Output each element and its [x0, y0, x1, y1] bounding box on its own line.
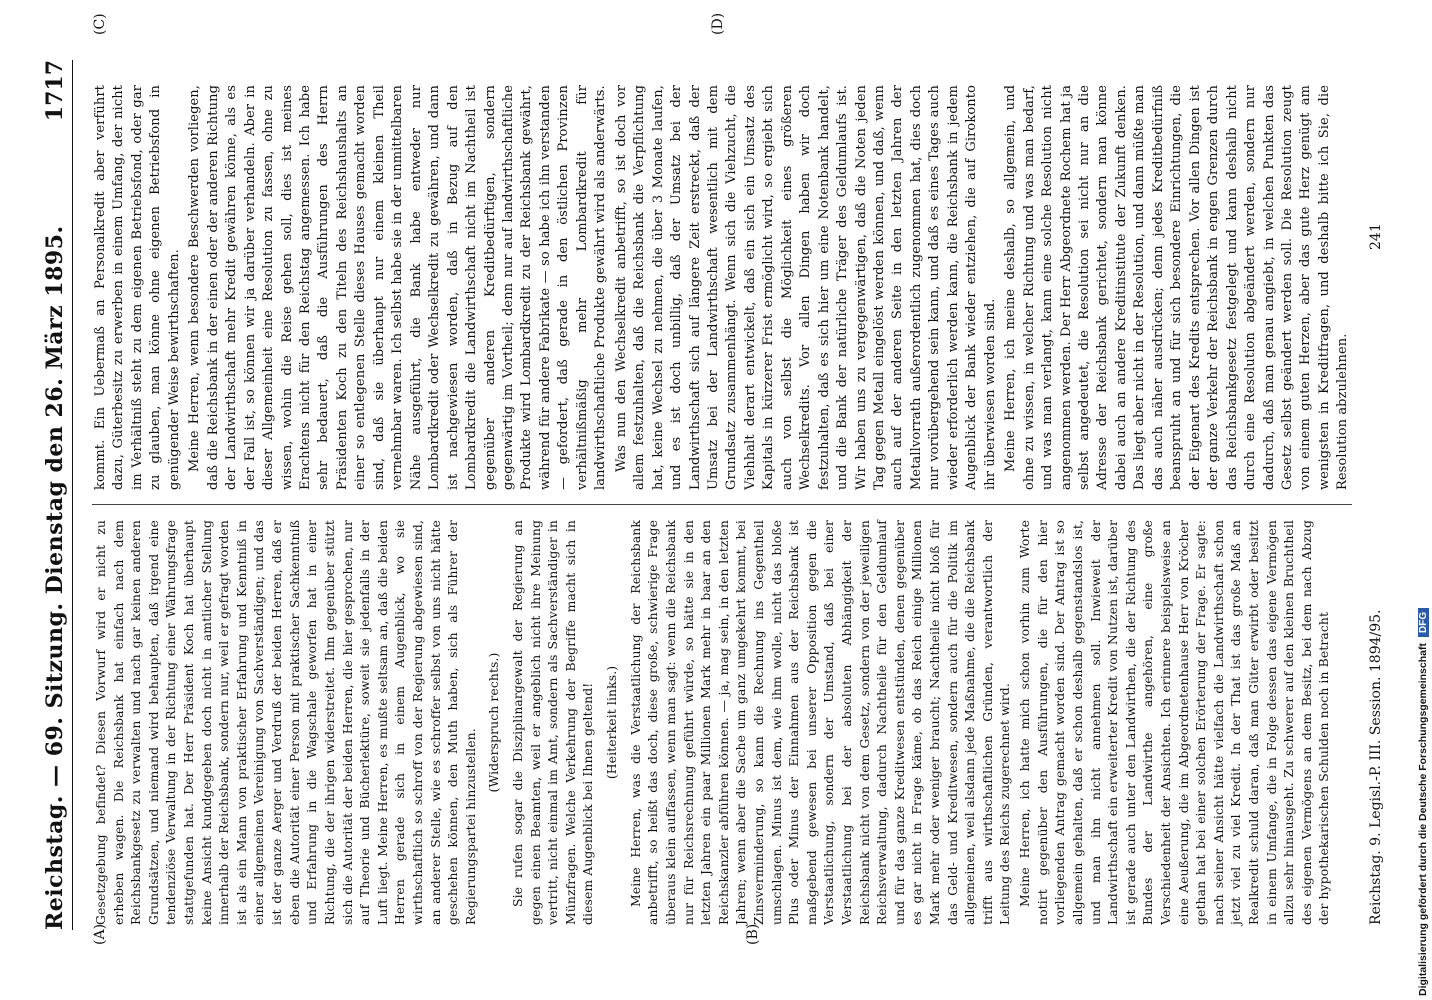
right-paragraph: Was nun den Wechselkredit anbetrifft, so ist doch vor allem festzuhalten, daß die Reichsbank die Verpflichtung hat, keine Wechsel zu nehmen, die über 3 Monate laufen, und es ist doch unbillig, daß der Umsatz bei der Landwirthschaft sich auf längere Zeit erstreckt, daß der Umsatz bei der Landwirthschaft wesentlich mit dem Grundsatz zusammenhängt. Wenn sich die Viehzucht, die Viehhalt derart entwickelt, daß ein sich ein Umsatz des Kapitals in kürzerer Frist ermöglicht wird, so ergiebt sich auch von selbst die Möglichkeit eines größeren Wechselkredits. Vor allen Dingen haben wir doch festzuhalten, daß es sich hier um eine Notenbank handelt, und die Bank der natürliche Träger des Geldumlaufs ist. Wir haben uns zu vergegenwärtigen, daß die Noten jeden Tag gegen Metall eingelöst werden können, und daß, wenn auch auf der anderen Seite in den letzten Jahren der Metallvorrath außerordentlich zugenommen hat, dies doch nur vorübergehend sein kann, und daß es eines Tages auch wieder erforderlich werden kann, die Reichsbank in jedem Augenblick der Bank wieder entziehen, die auf Girokonto ihr überwiesen worden sind. [613, 85, 998, 490]
right-paragraph: Meine Herren, wenn besondere Beschwerden vorliegen, daß die Reichsbank in der einen oder der anderen Richtung der Landwirthschaft mehr Kredit gewähren könne, als es der Fall ist, so können wir ja darüber verhandeln. Aber in dieser Allgemeinheit eine Resolution zu fassen, ohne zu wissen, wohin die Reise gehen soll, dies ist meines Erachtens nicht für den Reichstag angemessen. Ich habe sehr bedauert, daß die Ausführungen des Herrn Präsidenten Koch zu den Titeln des Reichshaushalts an einer so entlegenen Stelle dieses Hauses gemacht worden sind, daß sie überhaupt nur einem kleinen Theil vernehmbar waren. Ich selbst habe sie in der unmittelbaren Nähe ausgeführt, die Bank habe entweder nur Lombardkredit oder Wechselkredit zu gewähren, und dann ist nachgewiesen worden, daß in Bezug auf den Lombardkredit die Landwirthschaft nicht im Nachtheil ist gegenüber anderen Kreditbedürftigen, sondern gegenwärtig im Vortheil; denn nur auf landwirthschaftliche Produkte wird Lombardkredit zu der Reichsbank gewährt, während für andere Fabrikate — so habe ich ihn verstanden — gefordert, daß gerade in den östlichen Provinzen verhältnißmäßig mehr Lombardkredit für landwirthschaftliche Produkte gewährt wird als anderwärts. [187, 85, 609, 490]
right-paragraph: Meine Herren, ich meine deshalb, so allgemein, und ohne zu wissen, in welcher Richtung und was man bedarf, und was man verlangt, kann eine solche Resolution nicht angenommen werden. Der Herr Abgeordnete Rochem hat ja selbst angedeutet, die Resolution sei nicht nur an die Adresse der Reichsbank gerichtet, sondern man könne dabei auch an andere Kreditinstitute der Zukunft denken. Das liegt aber nicht in der Resolution, und dann müßte man das auch näher ausdrücken; denn jedes Kreditbedürfniß beanspruht an und für sich besondere Einrichtungen, die der Eigenart des Kredits entsprechen. Vor allen Dingen ist der ganze Verkehr der Reichsbank in engen Grenzen durch das Reichsbankgesetz festgelegt und kann deshalb nicht durch eine Resolution abgeändert werden, sondern nur dadurch, daß man genau angiebt, in welchen Punkten das Gesetz selbst geändert werden soll. Die Resolution zeugt von einem guten Herzen, aber das gute Herz genügt am wenigsten in Kreditfragen, und deshalb bitte ich Sie, die Resolution abzulehnen. [1003, 85, 1351, 490]
left-paragraph: Meine Herren, was die Verstaatlichung der Reichsbank anbetrifft, so heißt das doch, diese große, schwierige Frage überaus klein auffassen, wenn man sagt: wenn die Reichsbank nur für Reichsrechnung geführt würde, so hätte sie in den letzten Jahren ein paar Millionen Mark mehr in baar an den Reichskanzler abführen können. — ja, mag sein, in den letzten Jahren; wenn aber die Sache um ganz umgekehrt kommt, bei Zinsverminderung, so kann die Rechnung ins Gegentheil umschlagen. Minus ist dem, wie ihm wolle, nicht das bloße Plus oder Minus der Einnahmen aus der Reichsbank ist maßgebend gewesen bei unserer Opposition gegen die Verstaatlichung, sondern der Umstand, daß bei einer Verstaatlichung bei der absoluten Abhängigkeit der Reichsbank nicht von dem Gesetz, sondern von der jeweiligen Reichsverwaltung, dadurch Nachtheile für den Geldumlauf und für das ganze Kreditwesen entstünden, denen gegenüber es gar nicht in Frage käme, ob das Reich einige Millionen Mark mehr oder weniger braucht; Nachtheile nicht bloß für das Geld- und Kreditwesen, sondern auch für die Politik im allgemeinen, weil alsdann jede Maßnahme, die die Reichsbank trifft aus wirthschaftlichen Gründen, verantwortlich der Leitung des Reichs zugerechnet wird. [627, 520, 1013, 925]
right-column [92, 85, 1355, 490]
digitization-credit [1414, 0, 1432, 1000]
margin-mark-c: (C) [92, 13, 108, 35]
left-paragraph: Meine Herren, ich hatte mich schon vorhin zum Worte notirt gegenüber den Ausführungen, die für den hier vorliegenden Antrag gemacht worden sind. Der Antrag ist so allgemein gehalten, daß er schon deshalb gegenstandslos ist, und man ihn nicht annehmen soll. Inwieweit der Landwirthschaft ein erweiterter Kredit von Nutzen ist, darüber ist gerade auch unter den Landwirthen, die der Richtung des Bundes der Landwirthe angehören, eine große Verschiedenheit der Ansichten. Ich erinnere beispielsweise an eine Aeußerung, die im Abgeordnetenhause Herr von Kröcher gethan hat bei einer solchen Erörterung der Frage. Er sagte: nach seiner Ansicht hätte vielfach die Landwirthschaft schon jetzt viel zu viel Kredit. In der That ist das große Maß an Realkredit schuld daran, daß man Güter erwirbt oder besitzt in einem Umfange, die in Folge dessen das eigene Vermögen allzu sehr hinausgeht. Zu schwerer auf den kleinen Bruchtheil des eigenen Vermögens an dem Besitz, bei dem nach Abzug der hypothekarischen Schulden noch in Betracht [1017, 520, 1332, 925]
dfg-logo: DFG [1418, 608, 1429, 637]
left-column [92, 520, 1335, 925]
credit-text: Digitalisierung gefördert durch die Deutsche Forschungsgemeinschaft [1417, 643, 1429, 996]
footer-session: Reichstag. 9. Legisl.-P. III. Session. 1894/95. [1368, 609, 1384, 925]
margin-mark-d: (D) [710, 12, 726, 35]
margin-mark-b: (B) [745, 923, 761, 945]
right-paragraph: kommt. Ein Uebermaß an Personalkredit aber verführt dazu, Güterbesitz zu erwerben in einem Umfang, der nicht im Verhältniß steht zu dem eigenen Betriebsfond, oder gar zu glauben, man könne ohne eigenen Betriebsfond in genügender Weise bewirthschaften. [93, 85, 182, 490]
left-paragraph: Gesetzgebung befindet? Diesen Vorwurf wird er nicht zu erheben wagen. Die Reichsbank hat einfach nach dem Reichsbankgesetz zu verwalten und nach gar keinen anderen Grundsätzen, und niemand wird behaupten, daß irgend eine tendenziöse Verwaltung in der Richtung einer Währungsfrage stattgefunden hat. Der Herr Präsident Koch hat überhaupt keine Ansicht kundgegeben doch nicht in amtlicher Stellung innerhalb der Reichsbank, sondern nur, weil er gefragt worden ist als ein Mann von praktischer Erfahrung und Kenntniß in einer allgemeinen Vereinigung von Sachverständigen; und das ist der ganze Aerger und Verdruß der beiden Herren, daß er eben die Autorität einer Person mit praktischer Sachkenntniß und Erfahrung in die Wagschale geworfen hat in einer Richtung, die der ihrigen widerstreitet. Ihm gegenüber stützt sich die Autorität der beiden Herren, die hier gesprochen, nur auf Theorie und Bücherlektüre, soweit sie jedenfalls in der Luft liegt. Meine Herren, es mußte seltsam an, daß die beiden Herren gerade sich in einem Augenblick, wo sie wirthschaftlich so schroff von der Regierung abgewiesen sind, an anderer Stelle, wie es schroffer selbst von uns nicht hätte geschehen können, den Muth haben, sich als Führer der Regierungspartei hinzustellen. [93, 520, 478, 925]
interjection: (Widerspruch rechts.) [486, 652, 502, 793]
page-number: 1717 [42, 60, 68, 122]
column-divider [92, 504, 1352, 505]
left-paragraph: Sie rufen sogar die Disziplinargewalt der Regierung an gegen einen Beamten, weil er angeblich nicht ihre Meinung vertritt, nicht einmal im Amt, sondern als Sachverständiger in Münzfragen. Welche Verkehrung der Begriffe macht sich in diesem Augenblick bei Ihnen geltend! [510, 520, 596, 925]
page-header [28, 60, 73, 930]
interjection: (Heiterkeit links.) [604, 665, 620, 780]
margin-mark-a: (A) [92, 923, 108, 945]
running-head: Reichstag. — 69. Sitzung. Dienstag den 26. März 1895. [42, 225, 68, 930]
footer-sheet-number: 241 [1368, 223, 1384, 250]
